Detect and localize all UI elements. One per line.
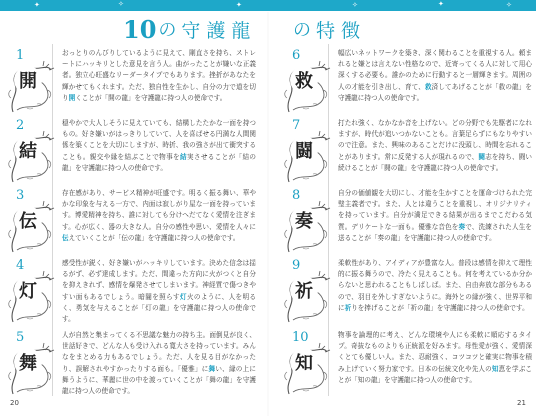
entry-description xyxy=(338,330,532,386)
page-title-right xyxy=(291,14,366,44)
description-highlight: 開 xyxy=(68,93,76,102)
description-text: りを捧げることが「祈の龍」を守護龍に持つ人の使命です。 xyxy=(351,303,529,312)
dragon-entry-10 xyxy=(282,330,534,402)
description-text: 恵を学ぶことが「知の龍」を守護龍に持つ人の使命です。 xyxy=(338,364,533,384)
description-text: 自分の価値観を大切にし、才能を生かすことを運命づけられた完璧主義者です。また、人とは違うことを重視し、オリジナリティを持っています。自分が満足できる結果が出るまでこだわる気質。デリケートな一面も。優雅な音色を xyxy=(338,189,532,231)
dragon-entry-3 xyxy=(6,188,258,260)
kanji-badge xyxy=(14,206,42,234)
description-text: えていくことが「伝の龍」を守護龍に持つ人の使命です。 xyxy=(68,233,240,242)
description-text: くことが「開の龍」を守護龍に持つ人の使命です。 xyxy=(75,93,227,102)
kanji-badge xyxy=(290,66,318,94)
entry-number: 4 xyxy=(16,258,25,273)
description-text: 人が自然と集まってくる不思議な魅力の持ち主。面倒見が良く、世話好きで、どんな人も受け入れる寛大さを持っています。みんなをまとめる力もあるでしょう。ただ、人を見る目がなかったり、誤解されやすかったりする面も。「優雅」に xyxy=(62,331,256,373)
description-highlight: 奏 xyxy=(458,222,466,231)
dragon-entry-1 xyxy=(6,48,258,120)
description-text: 済してあげることが「救の龍」を守護龍に持つ人の使命です。 xyxy=(338,82,532,102)
sparkle-icon: ✦ xyxy=(438,0,444,8)
sparkle-icon: ✦ xyxy=(34,1,40,9)
title-particle: の xyxy=(158,20,177,41)
kanji-badge xyxy=(290,276,318,304)
entry-kanji: 知 xyxy=(295,353,313,374)
description-highlight: 知 xyxy=(491,364,499,373)
dragon-entry-6 xyxy=(282,48,534,120)
entry-kanji: 開 xyxy=(19,71,37,92)
page-number-left: 20 xyxy=(10,399,19,407)
dragon-entry-9 xyxy=(282,258,534,330)
title-text: 特徴 xyxy=(316,19,367,42)
kanji-badge xyxy=(14,136,42,164)
title-number: 10 xyxy=(123,14,157,44)
description-highlight: 舞 xyxy=(208,364,216,373)
entry-number: 3 xyxy=(16,188,25,203)
page-title-left xyxy=(123,14,256,44)
entry-kanji: 伝 xyxy=(19,211,37,232)
entry-kanji: 灯 xyxy=(19,281,37,302)
entry-number: 7 xyxy=(292,118,301,133)
dragon-entry-8 xyxy=(282,188,534,260)
description-highlight: 灯 xyxy=(179,292,187,301)
entry-number: 6 xyxy=(292,48,301,63)
entry-number: 5 xyxy=(16,330,25,345)
entry-description xyxy=(62,118,256,174)
description-text: おっとりのんびりしているように見えて、剛直さを持ち、ストレートにハッキリとした意見を言う人。曲がったことが嫌いな正義者。独立心旺盛なリーダータイプでもあります。挫折があなたを輝かせてもくれます。ただ、独自性を生かし、自分の力で道を切り xyxy=(62,49,256,102)
title-text: 守護龍 xyxy=(181,19,257,42)
description-highlight: 救 xyxy=(424,82,432,91)
entry-kanji: 救 xyxy=(295,71,313,92)
entry-description xyxy=(338,48,532,104)
description-highlight: 闘 xyxy=(478,152,486,161)
description-text: 柔軟性があり、アイディアが豊富な人。普段は感情を抑えて理性的に振る舞うので、冷たく見えることも。何を考えているか分からないと思われることもしばしば。また、自由奔放な部分もあるので、羽目を外しすぎないように。海外との縁が強く、世界平和に xyxy=(338,259,532,312)
description-text: 存在感があり、サービス精神が旺盛です。明るく振る舞い、華やかな印象を与える一方で、内面は寂しがり屋な一面を持っています。博愛精神を持ち、誰に対しても分けへだてなく愛情を注ぎます。心が広く、器の大きな人。自分の感性や思い、愛情を人々に xyxy=(62,189,256,231)
description-text: 穏やかで大人しそうに見えていても、結構したたかな一面を持つもの。好き嫌いがはっきりしていて、人を喜ばせる円満な人間関係を築くことを大切にしますが、時折、我の強さが出て衝突することも。親交や縁を結ぶことで物事を xyxy=(62,119,256,161)
page-number-right: 21 xyxy=(517,399,526,407)
entry-number: 9 xyxy=(292,258,301,273)
description-text: 実させることが「結の龍」を守護龍に持つ人の使命です。 xyxy=(62,152,257,172)
top-accent-bar xyxy=(0,0,536,11)
kanji-badge xyxy=(290,136,318,164)
entry-number: 10 xyxy=(292,330,309,345)
dragon-entry-7 xyxy=(282,118,534,190)
entry-description xyxy=(338,188,532,244)
title-particle: の xyxy=(293,20,311,41)
kanji-badge xyxy=(290,206,318,234)
entry-number: 8 xyxy=(292,188,301,203)
description-highlight: 結 xyxy=(180,152,187,161)
kanji-badge xyxy=(14,348,42,376)
description-text: 幅広いネットワークを築き、深く関わることを重視する人。頼まれると嫌とは言えない性格なので、近寄ってくる人に対して用心深くする必要も。誰かのために行動すると一層輝きます。周囲の人の才能を引き出し、育て、 xyxy=(338,49,532,91)
kanji-badge xyxy=(290,348,318,376)
entry-kanji: 奏 xyxy=(295,211,313,232)
dragon-entry-4 xyxy=(6,258,258,330)
entry-kanji: 祈 xyxy=(295,281,313,302)
description-highlight: 祈 xyxy=(344,303,352,312)
kanji-badge xyxy=(14,276,42,304)
dragon-entry-5 xyxy=(6,330,258,402)
entry-description xyxy=(62,48,256,104)
entry-kanji: 舞 xyxy=(19,353,37,374)
sparkle-icon: ✧ xyxy=(118,0,124,8)
description-highlight: 伝 xyxy=(62,233,69,242)
description-text: 感受性が鋭く、好き嫌いがハッキリしています。決めた信念は揺るがず、必ず達成します。ただ、間違った方向に火がつくと自分を抑えきれず、感情を爆発させてしまいます。神経質で傷つきやすい面もあるでしょう。暗闇を照らす xyxy=(62,259,256,301)
description-text: い、縁の上に舞うように、華麗に世の中を渡っていくことが「舞の龍」を守護龍に持つ人の使命です。 xyxy=(62,364,257,396)
entry-description xyxy=(62,330,256,397)
description-text: で、洗練された人生を送ることが「奏の龍」を守護龍に持つ人の使命です。 xyxy=(338,222,532,242)
entry-number: 2 xyxy=(16,118,25,133)
entry-kanji: 結 xyxy=(19,141,37,162)
dragon-entry-2 xyxy=(6,118,258,190)
description-text: 打たれ強く、なかなか音を上げない。どの分野でも先駆者になれますが、時代が追いつかないことも。言葉足らずにもなりやすいので注意。また、興味のあることだけに没頭し、時間を忘れることがあります。常に反発する人が現れるので、 xyxy=(338,119,532,161)
entry-description xyxy=(338,118,532,174)
description-text: 火のように、人を明るく、勇気を与えることが「灯の龍」を守護龍に持つ人の使命です。 xyxy=(62,292,257,324)
sparkle-icon: ✦ xyxy=(236,1,242,9)
entry-number: 1 xyxy=(16,48,25,63)
sparkle-icon: ✧ xyxy=(506,1,512,9)
sparkle-icon: ✧ xyxy=(352,1,358,9)
page-gutter xyxy=(267,12,269,416)
entry-kanji: 闘 xyxy=(295,141,313,162)
description-text: 志を持ち、闘い続けることが「闘の龍」を守護龍に持つ人の使命です。 xyxy=(338,152,533,172)
kanji-badge xyxy=(14,66,42,94)
description-text: 物事を論理的に考え、どんな環境や人にも柔軟に順応するタイプ。奇抜なものよりも正統派を好みます。母性愛が強く、愛情深くとても優しい人。また、忍耐強く、コツコツと確実に物事を積み上げていく努力家です。日本の伝統文化や先人の xyxy=(338,331,532,373)
entry-description xyxy=(338,258,532,314)
entry-description xyxy=(62,188,256,244)
entry-description xyxy=(62,258,256,325)
